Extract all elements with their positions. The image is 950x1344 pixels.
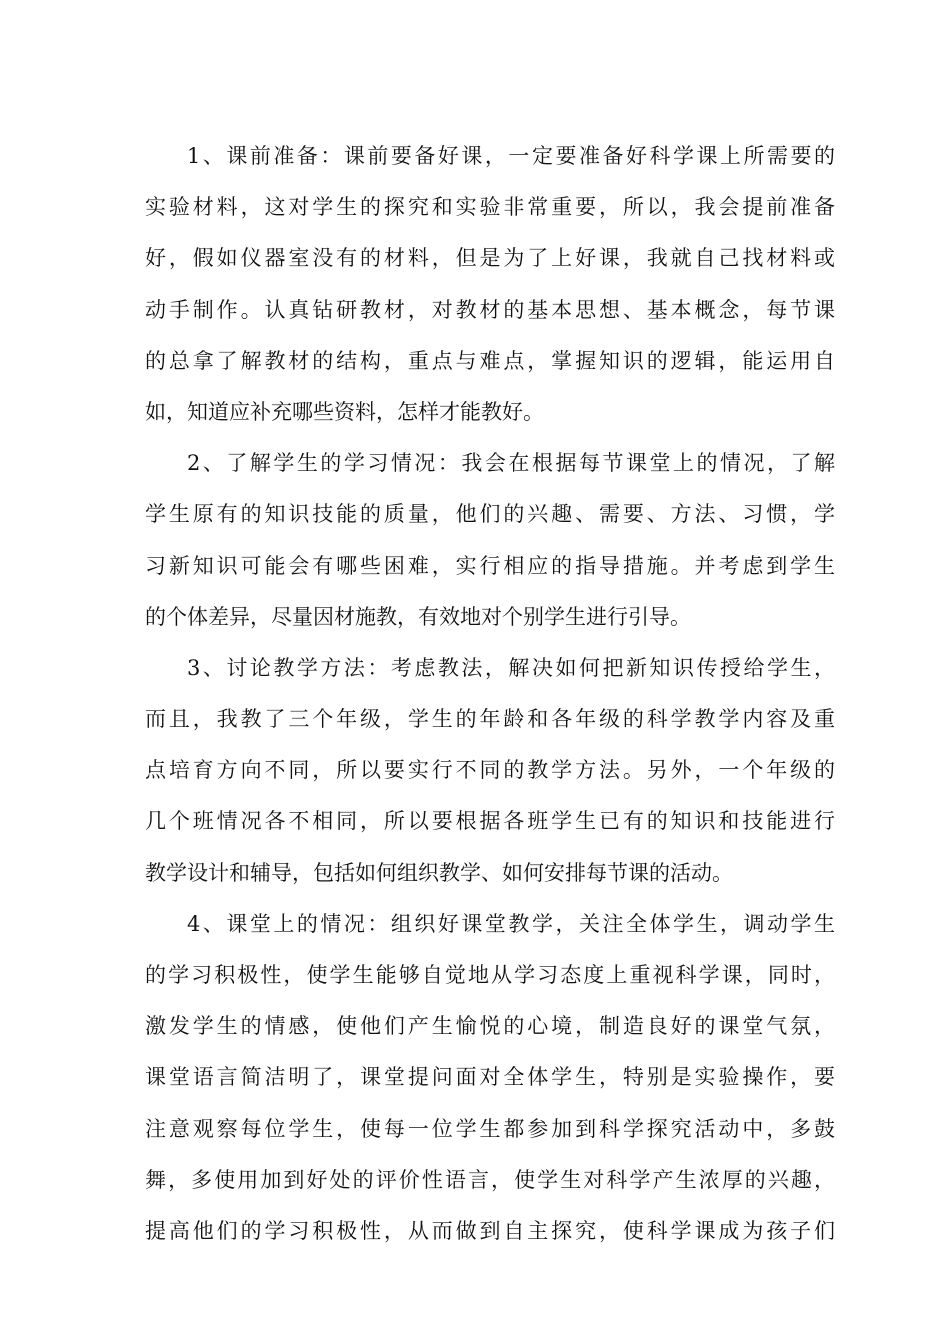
paragraph-4-line-7: 提高他们的学习积极性，从而做到自主探究，使科学课成为孩子们: [145, 1218, 835, 1243]
paragraph-2-line-1: 2、了解学生的学习情况：我会在根据每节课堂上的情况，了解: [187, 451, 835, 476]
paragraph-1-line-3: 好，假如仪器室没有的材料，但是为了上好课，我就自己找材料或: [145, 246, 835, 271]
paragraph-1-line-4: 动手制作。认真钻研教材，对教材的基本思想、基本概念，每节课: [145, 297, 835, 322]
paragraph-3-line-4: 几个班情况各不相同，所以要根据各班学生已有的知识和技能进行: [145, 809, 835, 834]
paragraph-1-line-5: 的总拿了解教材的结构，重点与难点，掌握知识的逻辑，能运用自: [145, 348, 835, 373]
paragraph-4-line-1: 4、课堂上的情况：组织好课堂教学，关注全体学生，调动学生: [187, 911, 835, 936]
paragraph-1-line-2: 实验材料，这对学生的探究和实验非常重要，所以，我会提前准备: [145, 195, 835, 220]
paragraph-3-line-5: 教学设计和辅导，包括如何组织教学、如何安排每节课的活动。: [145, 860, 733, 885]
paragraph-3-line-3: 点培育方向不同，所以要实行不同的教学方法。另外，一个年级的: [145, 758, 835, 783]
paragraph-1-line-1: 1、课前准备：课前要备好课，一定要准备好科学课上所需要的: [187, 144, 835, 168]
paragraph-4-line-2: 的学习积极性，使学生能够自觉地从学习态度上重视科学课，同时，: [145, 963, 835, 987]
paragraph-3-line-1: 3、讨论教学方法：考虑教法，解决如何把新知识传授给学生，: [187, 655, 835, 680]
paragraph-4-line-3: 激发学生的情感，使他们产生愉悦的心境，制造良好的课堂气氛，: [145, 1014, 835, 1039]
paragraph-2-line-3: 习新知识可能会有哪些困难，实行相应的指导措施。并考虑到学生: [145, 553, 835, 578]
paragraph-4-line-6: 舞，多使用加到好处的评价性语言，使学生对科学产生浓厚的兴趣，: [145, 1167, 835, 1192]
paragraph-3-line-2: 而且，我教了三个年级，学生的年龄和各年级的科学教学内容及重: [145, 707, 835, 732]
paragraph-4-line-4: 课堂语言简洁明了，课堂提问面对全体学生，特别是实验操作，要: [145, 1065, 835, 1090]
paragraph-2-line-2: 学生原有的知识技能的质量，他们的兴趣、需要、方法、习惯，学: [145, 502, 835, 527]
paragraph-2-line-4: 的个体差异，尽量因材施教，有效地对个别学生进行引导。: [145, 604, 691, 629]
body-text: [145, 131, 835, 1257]
paragraph-4-line-5: 注意观察每位学生，使每一位学生都参加到科学探究活动中，多鼓: [145, 1116, 835, 1141]
paragraph-1-line-6: 如，知道应补充哪些资料，怎样才能教好。: [145, 399, 544, 424]
